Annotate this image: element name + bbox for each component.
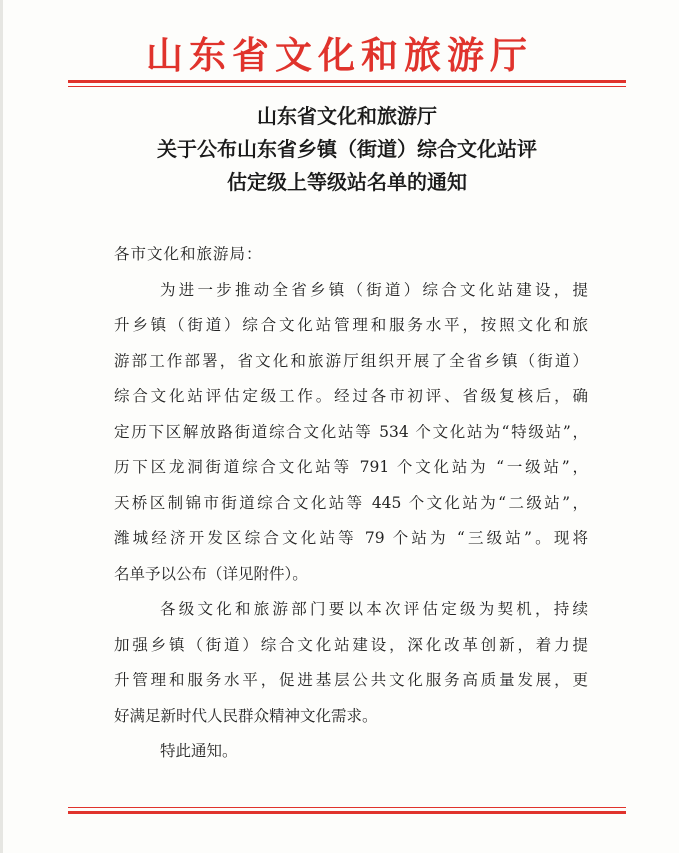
letterhead-rule-thick (68, 80, 626, 83)
paragraph-line: 加强乡镇（街道）综合文化站建设，深化改革创新，着力提 (114, 635, 588, 654)
title-line: 山东省文化和旅游厅 (257, 104, 437, 128)
footer-rule-thin (68, 807, 626, 808)
letterhead-rule-thin (68, 86, 626, 87)
paragraph-line: 游部工作部署，省文化和旅游厅组织开展了全省乡镇（街道） (114, 351, 588, 370)
document-body (114, 237, 588, 770)
closing-line: 特此通知。 (160, 742, 238, 760)
paragraph-1 (114, 273, 588, 593)
paragraph-line: 升乡镇（街道）综合文化站管理和服务水平，按照文化和旅 (114, 316, 588, 334)
letterhead-org-name: 山东省文化和旅游厅 (146, 33, 533, 77)
addressee: 各市文化和旅游局： (114, 245, 263, 263)
title-line: 关于公布山东省乡镇（街道）综合文化站评 (157, 137, 537, 161)
paragraph-line: 各级文化和旅游部门要以本次评估定级为契机，持续 (160, 600, 588, 618)
paragraph-line: 天桥区制锦市街道综合文化站等 445 个文化站为“二级站”， (114, 493, 588, 512)
title-line: 估定级上等级站名单的通知 (227, 170, 467, 194)
paragraph-line: 升管理和服务水平，促进基层公共文化服务高质量发展，更 (114, 671, 588, 689)
paragraph-line: 好满足新时代人民群众精神文化需求。 (114, 706, 378, 725)
paragraph-2 (114, 592, 588, 734)
paragraph-line: 为进一步推动全省乡镇（街道）综合文化站建设，提 (160, 280, 588, 299)
page-edge (0, 0, 3, 853)
document-title (68, 100, 626, 199)
paragraph-line: 综合文化站评估定级工作。经过各市初评、省级复核后，确 (114, 387, 588, 405)
paragraph-line: 名单予以公布（详见附件）。 (114, 564, 308, 583)
paragraph-line: 潍城经济开发区综合文化站等 79 个站为 “三级站”。现将 (114, 529, 588, 547)
footer-rule-thick (68, 811, 626, 814)
paragraph-line: 定历下区解放路街道综合文化站等 534 个文化站为“特级站”， (114, 422, 588, 441)
paragraph-line: 历下区龙洞街道综合文化站等 791 个文化站为 “一级站”， (114, 458, 588, 476)
